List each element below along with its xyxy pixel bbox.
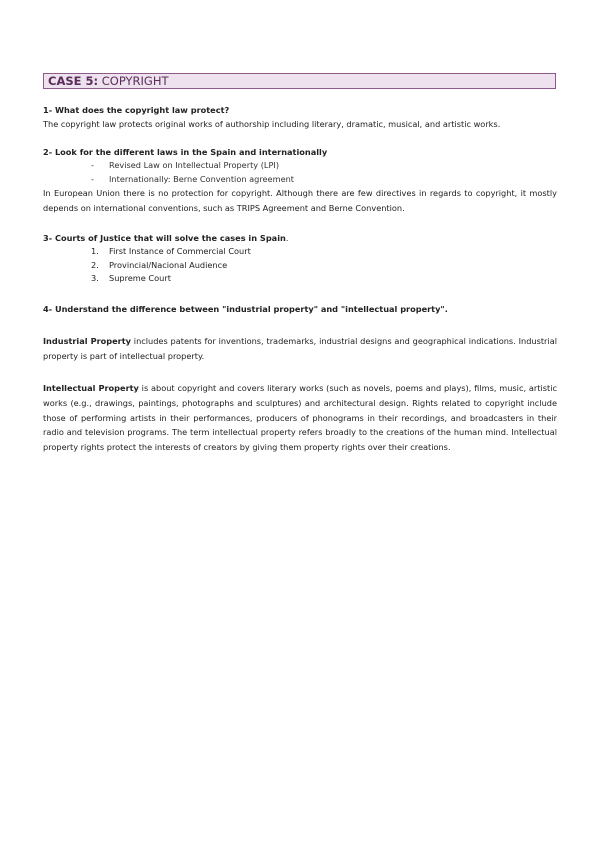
law-international: Internationally: Berne Convention agreement — [109, 173, 295, 184]
list-dash-marker: - — [91, 160, 94, 170]
question-2-section — [43, 145, 557, 216]
question-1-answer: The copyright law protects original works of authorship including literary, dramatic, musical, and artistic works. — [43, 119, 501, 129]
courts-list — [43, 245, 557, 286]
question-2-heading: 2- Look for the different laws in the Spain and internationally — [43, 147, 328, 157]
question-3-section — [43, 231, 557, 286]
list-item — [91, 173, 557, 187]
law-spain: Revised Law on Intellectual Property (LPI) — [109, 160, 280, 170]
list-number: 1. — [91, 246, 99, 256]
question-3-heading — [43, 231, 557, 245]
case-label: CASE 5: — [48, 74, 99, 88]
question-4-heading: 4- Understand the difference between "industrial property" and "intellectual property". — [43, 304, 448, 314]
industrial-property-term: Industrial Property — [43, 336, 131, 346]
list-number: 2. — [91, 259, 99, 270]
question-3-heading-period: . — [285, 233, 289, 243]
question-3-heading-text: 3- Courts of Justice that will solve the cases in Spain — [43, 233, 286, 243]
list-item — [91, 245, 557, 259]
laws-list — [43, 159, 557, 186]
industrial-property-text: includes patents for inventions, trademarks, industrial designs and geographical indications. Industrial property is part of intellectual property. — [43, 336, 557, 361]
intellectual-property-text: is about copyright and covers literary works (such as novels, poems and plays), films, music, artistic works (e.g., drawings, paintings, photographs and sculptures) and architectural design. Rights related to copyright include those of performing artists in their performances, producers of phonograms in their recordings, and broadcasters in their radio and television programs. The term intellectual property refers broadly to the creations of the human mind. Intellectual property rights protect the interests of creators by giving them property rights over their creations. — [43, 383, 557, 453]
intellectual-property-term: Intellectual Property — [43, 383, 139, 393]
list-dash-marker: - — [91, 173, 94, 184]
list-item — [91, 159, 557, 173]
intellectual-property-paragraph — [43, 381, 557, 455]
court-item: Supreme Court — [109, 273, 171, 283]
list-item — [91, 259, 557, 273]
list-item — [91, 272, 557, 286]
list-number: 3. — [91, 273, 99, 283]
court-item: Provincial/Nacional Audience — [109, 259, 228, 270]
industrial-property-paragraph — [43, 334, 557, 364]
question-1-section — [43, 103, 557, 131]
question-1-heading: 1- What does the copyright law protect? — [43, 105, 230, 115]
eu-copyright-paragraph: In European Union there is no protection for copyright. Although there are few directives in regards to copyright, it mostly depends on international conventions, such as TRIPS Agreement and Berne Convention. — [43, 188, 557, 213]
case-title: COPYRIGHT — [98, 74, 169, 88]
court-item: First Instance of Commercial Court — [109, 246, 251, 256]
question-4-section — [43, 302, 557, 316]
case-title-bar — [43, 73, 556, 89]
